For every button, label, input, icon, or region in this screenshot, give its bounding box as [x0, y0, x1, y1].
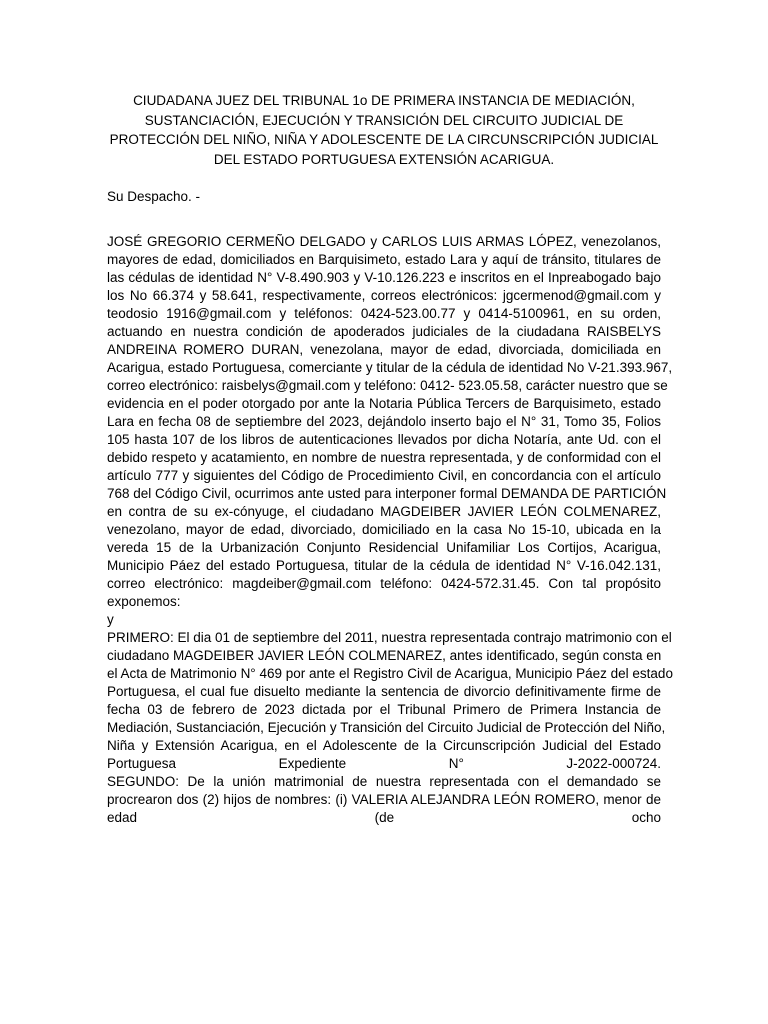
- body-line: el Acta de Matrimonio N° 469 por ante el Registro Civil de Acarigua, Municipio Páez del estado: [107, 666, 673, 681]
- body-line: edad (de ocho: [107, 810, 661, 825]
- heading-line: CIUDADANA JUEZ DEL TRIBUNAL 1o DE PRIMERA INSTANCIA DE MEDIACIÓN,: [133, 93, 635, 108]
- heading-line: DEL ESTADO PORTUGUESA EXTENSIÓN ACARIGUA.: [213, 151, 555, 167]
- body-line: correo electrónico: magdeiber@gmail.com teléfono: 0424-572.31.45. Con tal propósito: [107, 576, 661, 591]
- body-line: teodosio 1916@gmail.com y teléfonos: 0424-523.00.77 y 0414-5100961, en su orden,: [107, 306, 661, 321]
- body-line: los No 66.374 y 58.641, respectivamente, correos electrónicos: jgcermenod@gmail.com y: [107, 288, 661, 303]
- heading-line: PROTECCIÓN DEL NIÑO, NIÑA Y ADOLESCENTE DE LA CIRCUNSCRIPCIÓN JUDICIAL: [109, 132, 659, 147]
- body-line: Lara en fecha 08 de septiembre del 2023, dejándolo inserto bajo el N° 31, Tomo 35, Folios: [107, 414, 661, 429]
- body-text: [107, 233, 673, 827]
- body-line: y: [107, 612, 114, 627]
- body-line: evidencia en el poder otorgado por ante la Notaria Pública Tercers de Barquisimeto, estado: [107, 396, 661, 411]
- body-line: exponemos:: [107, 594, 181, 609]
- body-line: Niña y Extensión Acarigua, en el Adolescente de la Circunscripción Judicial del Estado: [107, 738, 661, 753]
- body-line: mayores de edad, domiciliados en Barquisimeto, estado Lara y aquí de tránsito, titulares de: [107, 252, 661, 267]
- body-line: en contra de su ex-cónyuge, el ciudadano MAGDEIBER JAVIER LEÓN COLMENAREZ,: [107, 504, 661, 519]
- court-heading: [100, 91, 668, 169]
- body-line: correo electrónico: raisbelys@gmail.com y teléfono: 0412- 523.05.58, carácter nuestro que se: [107, 378, 668, 393]
- body-line: JOSÉ GREGORIO CERMEÑO DELGADO y CARLOS LUIS ARMAS LÓPEZ, venezolanos,: [107, 234, 661, 249]
- body-line: actuando en nuestra condición de apoderados judiciales de la ciudadana RAISBELYS: [107, 324, 661, 339]
- body-line: venezolano, mayor de edad, divorciado, domiciliado en la casa No 15-10, ubicada en la: [107, 522, 661, 537]
- body-line: PRIMERO: El dia 01 de septiembre del 2011, nuestra representada contrajo matrimonio con el: [107, 630, 672, 645]
- body-line: 105 hasta 107 de los libros de autenticaciones llevados por dicha Notaría, ante Ud. con el: [107, 432, 661, 447]
- salutation: Su Despacho. -: [107, 189, 201, 204]
- body-line: ANDREINA ROMERO DURAN, venezolana, mayor de edad, divorciada, domiciliada en: [107, 342, 661, 357]
- body-line: Acarigua, estado Portuguesa, comerciante y titular de la cédula de identidad No V-21.393.967,: [107, 360, 673, 375]
- body-line: fecha 03 de febrero de 2023 dictada por el Tribunal Primero de Primera Instancia de: [107, 702, 661, 717]
- body-line: artículo 777 y siguientes del Código de Procedimiento Civil, en concordancia con el artículo: [107, 468, 661, 483]
- body-line: SEGUNDO: De la unión matrimonial de nuestra representada con el demandado se: [107, 774, 661, 789]
- body-line: Municipio Páez del estado Portuguesa, titular de la cédula de identidad N° V-16.042.131,: [107, 558, 661, 573]
- body-line: 768 del Código Civil, ocurrimos ante usted para interponer formal DEMANDA DE PARTICIÓN: [107, 486, 667, 501]
- body-line: procrearon dos (2) hijos de nombres: (i) VALERIA ALEJANDRA LEÓN ROMERO, menor de: [107, 792, 661, 807]
- body-line: las cédulas de identidad N° V-8.490.903 y V-10.126.223 e inscritos en el Inpreabogado bajo: [107, 270, 661, 285]
- body-line: Portuguesa, el cual fue disuelto mediante la sentencia de divorcio definitivamente firme de: [107, 684, 661, 699]
- body-line: vereda 15 de la Urbanización Conjunto Residencial Unifamiliar Los Cortijos, Acarigua,: [107, 540, 661, 555]
- body-line: ciudadano MAGDEIBER JAVIER LEÓN COLMENAREZ, antes identificado, según consta en: [107, 648, 662, 663]
- body-line: Mediación, Sustanciación, Ejecución y Transición del Circuito Judicial de Protección del Niño,: [107, 720, 666, 735]
- heading-line: SUSTANCIACIÓN, EJECUCIÓN Y TRANSICIÓN DEL CIRCUITO JUDICIAL DE: [144, 112, 624, 128]
- body-line: Portuguesa Expediente N° J-2022-000724.: [107, 756, 661, 771]
- body-line: debido respeto y acatamiento, en nombre de nuestra representada, y de conformidad con el: [107, 450, 661, 465]
